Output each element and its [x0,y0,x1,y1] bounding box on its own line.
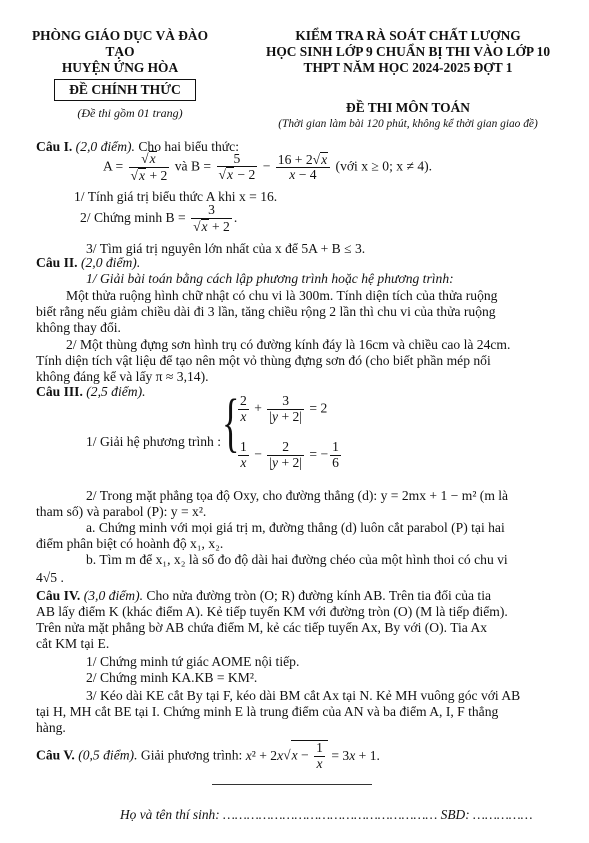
q1-part2: 2/ Chứng minh B = $\frac{3}{√x + 2}$ . [80,202,238,234]
expr-a-fraction: $\frac{√x}{√x + 2}$ [130,151,168,183]
q1-expressions: A = $\frac{√x}{√x + 2}$ và B = $\frac{5}{√x - 2}$ − $\frac{16 + 2√x}{x - 4}$ (với x ≥ 0; x ≠ 4). [103,150,433,183]
time-note: (Thời gian làm bài 120 phút, không kể thời gian giao đề) [278,118,538,130]
department-name: PHÒNG GIÁO DỤC VÀ ĐÀO TẠO [31,28,209,60]
q3-part2-line1: 2/ Trong mặt phẳng tọa độ Oxy, cho đường thẳng (d): y = 2mx + 1 − m² (m là [86,488,509,503]
q2-heading [36,254,140,271]
expr-b-fraction-1: $\frac{5}{√x - 2}$ [218,150,256,183]
equation-system [222,386,422,484]
q5-equation: x² + 2x√x − $\frac{1}{x}$ = 3x + 1. [245,740,380,771]
system-equation-1: $\frac{2}{x}$ + $\frac{3}{|y + 2|}$ = 2 [240,393,328,424]
q5-points: (0,5 điểm). [78,747,138,763]
exam-subject: ĐỀ THI MÔN TOÁN [346,100,470,115]
q2-part2-line1: 2/ Một thùng đựng sơn hình trụ có đường kính đáy là 16cm và chiều cao là 24cm. [66,337,511,352]
q3-part2-line2: tham số) và parabol (P): y = x². [36,504,207,519]
q1-part2-fraction: $\frac{3}{√x + 2}$ [193,202,230,234]
q4-line1: Câu IV. (3,0 điểm). Cho nửa đường tròn (O; R) đường kính AB. Trên tia đối của tia [36,588,492,603]
q1-label: Câu I. [36,139,73,154]
exam-header [238,28,578,76]
q3-heading [36,383,146,400]
system-equation-2: $\frac{1}{x}$ − $\frac{2}{|y + 2|}$ = − $\frac{1}{6}$ [240,439,339,470]
candidate-name-line: Họ và tên thí sinh: ……………………………………………… SBD: …………… [120,807,533,822]
q4-part1: 1/ Chứng minh tứ giác AOME nội tiếp. [86,654,300,669]
q1-intro: Cho hai biểu thức: [138,139,239,154]
q1-condition: (với x ≥ 0; x ≠ 4). [335,158,433,174]
q3-part1: 1/ Giải hệ phương trình : [86,434,221,449]
q1-part1: 1/ Tính giá trị biểu thức A khi x = 16. [74,189,278,204]
q4-line3: Trên nửa mặt phẳng bờ AB chứa điểm M, kẻ các tiếp tuyến Ax, By với (O). Tia Ax [36,620,488,635]
q5-line [36,740,380,772]
q2-part1-line3: không thay đổi. [36,320,121,335]
q3-points: (2,5 điểm). [86,384,146,399]
q2-part1-line1: Một thửa ruộng hình chữ nhật có chu vi là 300m. Tính diện tích của thửa ruộng [66,288,498,303]
q4-part3-line1: 3/ Kéo dài KE cắt By tại F, kéo dài BM cắt Ax tại N. Kẻ MH vuông góc với AB [86,688,521,703]
exam-title-line1: KIỂM TRA RÀ SOÁT CHẤT LƯỢNG [295,28,521,43]
q4-part3-line3: hàng. [36,720,66,735]
official-badge: ĐỀ CHÍNH THỨC [54,79,196,101]
expr-b-label: và B = [174,158,212,174]
q4-points: (3,0 điểm). [83,588,144,603]
exam-title-line3: THPT NĂM HỌC 2024-2025 ĐỢT 1 [303,60,513,76]
q1-points: (2,0 điểm). [75,139,135,154]
q5-label: Câu V. [36,747,75,763]
q5-text: Giải phương trình: [140,747,243,763]
q4-line4: cắt KM tại E. [36,636,110,651]
divider [212,784,372,785]
q4-part3-line2: tại H, MH cắt BE tại I. Chứng minh E là trung điểm của AN và ba điểm A, I, F thẳng [36,704,499,719]
q2-part2-line2: Tính diện tích vật liệu để tạo nên một vỏ thùng đựng sơn đó (cho biết phần mép nối [36,353,491,368]
district-name: HUYỆN ỨNG HÒA [61,60,179,76]
system-brace: { [222,386,240,459]
exam-title-line2: HỌC SINH LỚP 9 CHUẨN BỊ THI VÀO LỚP 10 [265,44,551,60]
expr-a-label: A = [103,158,124,174]
q4-label: Câu IV. [36,588,81,603]
q3-part-a-line1: a. Chứng minh với mọi giá trị m, đường thẳng (d) luôn cắt parabol (P) tại hai [86,520,505,535]
q2-part1-line2: biết rằng nếu giảm chiều dài đi 3 lần, tăng chiều rộng 2 lần thì chu vi của thửa ruộng [36,304,496,319]
expr-b-fraction-2: $\frac{16 + 2√x}{x - 4}$ [276,152,330,184]
department-header [20,28,220,76]
q2-label: Câu II. [36,255,78,270]
q4-line2: AB lấy điểm K (khác điểm A). Kẻ tiếp tuyến KM với đường tròn (O) (M là tiếp điểm). [36,604,508,619]
q2-points: (2,0 điểm). [80,255,141,270]
q2-part1-title: 1/ Giải bài toán bằng cách lập phương trình hoặc hệ phương trình: [86,271,454,286]
q4-part2: 2/ Chứng minh KA.KB = KM². [86,670,258,685]
q3-part-b-line2: 4√5 . [36,570,64,585]
q2-part2-line3: không đáng kể và lấy π ≈ 3,14). [36,369,209,384]
q3-part-b-line1: b. Tìm m để x₁, x₂ là số đo độ dài hai đường chéo của một hình thoi có chu vi [86,552,508,567]
q3-label: Câu III. [36,384,83,399]
pages-note: (Đề thi gồm 01 trang) [77,106,183,120]
q3-part-a-line2: điểm phân biệt có hoành độ x₁, x₂. [36,536,224,551]
q1-part3: 3/ Tìm giá trị nguyên lớn nhất của x để 5A + B ≤ 3. [86,241,366,256]
